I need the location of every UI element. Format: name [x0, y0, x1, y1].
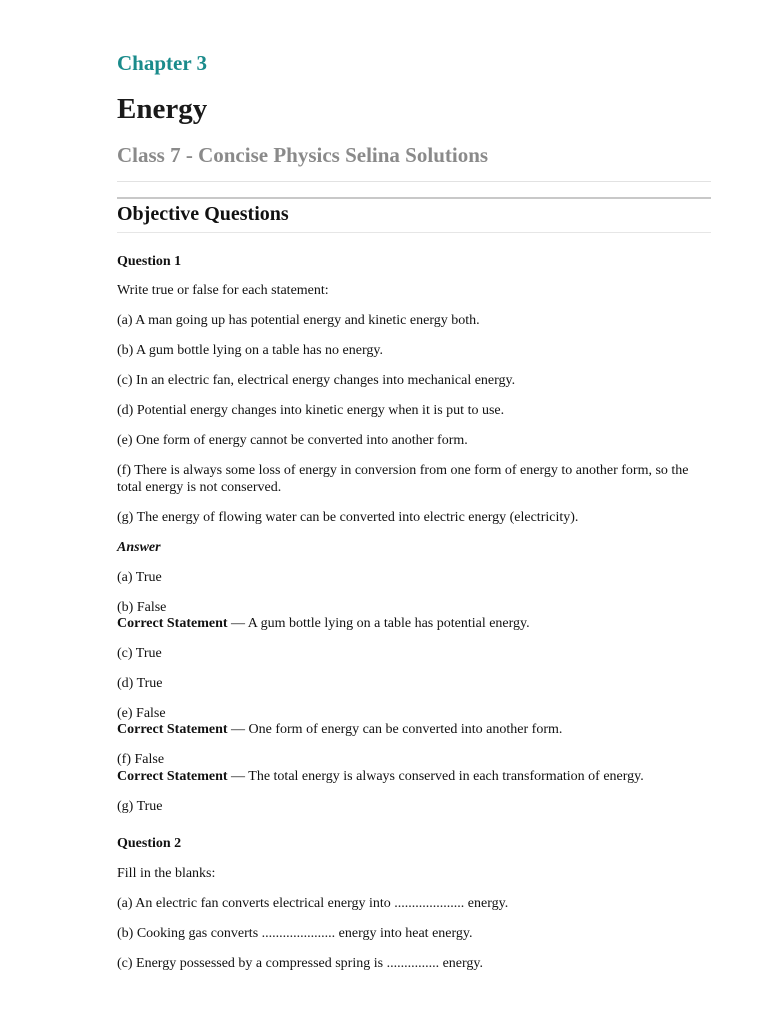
- statement: (d) Potential energy changes into kinetic energy when it is put to use.: [117, 403, 505, 418]
- statement: (b) Cooking gas converts ..................... energy into heat energy.: [117, 926, 473, 941]
- page-subtitle: Class 7 - Concise Physics Selina Solutions: [117, 143, 489, 167]
- statement: (a) An electric fan converts electrical energy into .................... energy.: [117, 896, 509, 911]
- correct-statement-text: — The total energy is always conserved in each transformation of energy.: [227, 769, 644, 784]
- statement: (a) A man going up has potential energy and kinetic energy both.: [117, 313, 480, 328]
- statement: (e) One form of energy cannot be converted into another form.: [117, 433, 468, 448]
- answer-item: (a) True: [117, 570, 162, 585]
- statement: (b) A gum bottle lying on a table has no energy.: [117, 343, 383, 358]
- statement: (c) Energy possessed by a compressed spring is ............... energy.: [117, 956, 484, 971]
- question-instruction: Write true or false for each statement:: [117, 283, 329, 298]
- statement: (g) The energy of flowing water can be converted into electric energy (electricity).: [117, 510, 579, 525]
- answer-item: (e) False: [117, 706, 166, 721]
- correct-statement-label: Correct Statement: [117, 616, 228, 631]
- correct-statement-label: Correct Statement: [117, 722, 228, 737]
- answer-item: (f) False: [117, 752, 165, 767]
- question-heading: Question 1: [117, 254, 182, 269]
- correct-statement: [117, 721, 711, 738]
- section-heading: Objective Questions: [117, 203, 289, 225]
- correct-statement: [117, 615, 711, 632]
- page-title: Energy: [117, 93, 208, 125]
- divider: [117, 232, 711, 233]
- correct-statement-text: — One form of energy can be converted into another form.: [227, 722, 563, 737]
- correct-statement-text: — A gum bottle lying on a table has potential energy.: [227, 616, 530, 631]
- chapter-label: Chapter 3: [117, 51, 208, 75]
- question-instruction: Fill in the blanks:: [117, 866, 216, 881]
- statement: (c) In an electric fan, electrical energy changes into mechanical energy.: [117, 373, 516, 388]
- answer-item: (c) True: [117, 646, 162, 661]
- divider: [117, 197, 711, 199]
- answer-item: (g) True: [117, 799, 163, 814]
- answer-label: Answer: [117, 540, 161, 555]
- answer-item: (d) True: [117, 676, 163, 691]
- correct-statement: [117, 768, 711, 785]
- answer-item: (b) False: [117, 600, 167, 615]
- question-heading: Question 2: [117, 836, 182, 851]
- statement: (f) There is always some loss of energy in conversion from one form of energy to another form, so the total energy is not conserved.: [117, 463, 689, 495]
- correct-statement-label: Correct Statement: [117, 769, 228, 784]
- divider: [117, 181, 711, 182]
